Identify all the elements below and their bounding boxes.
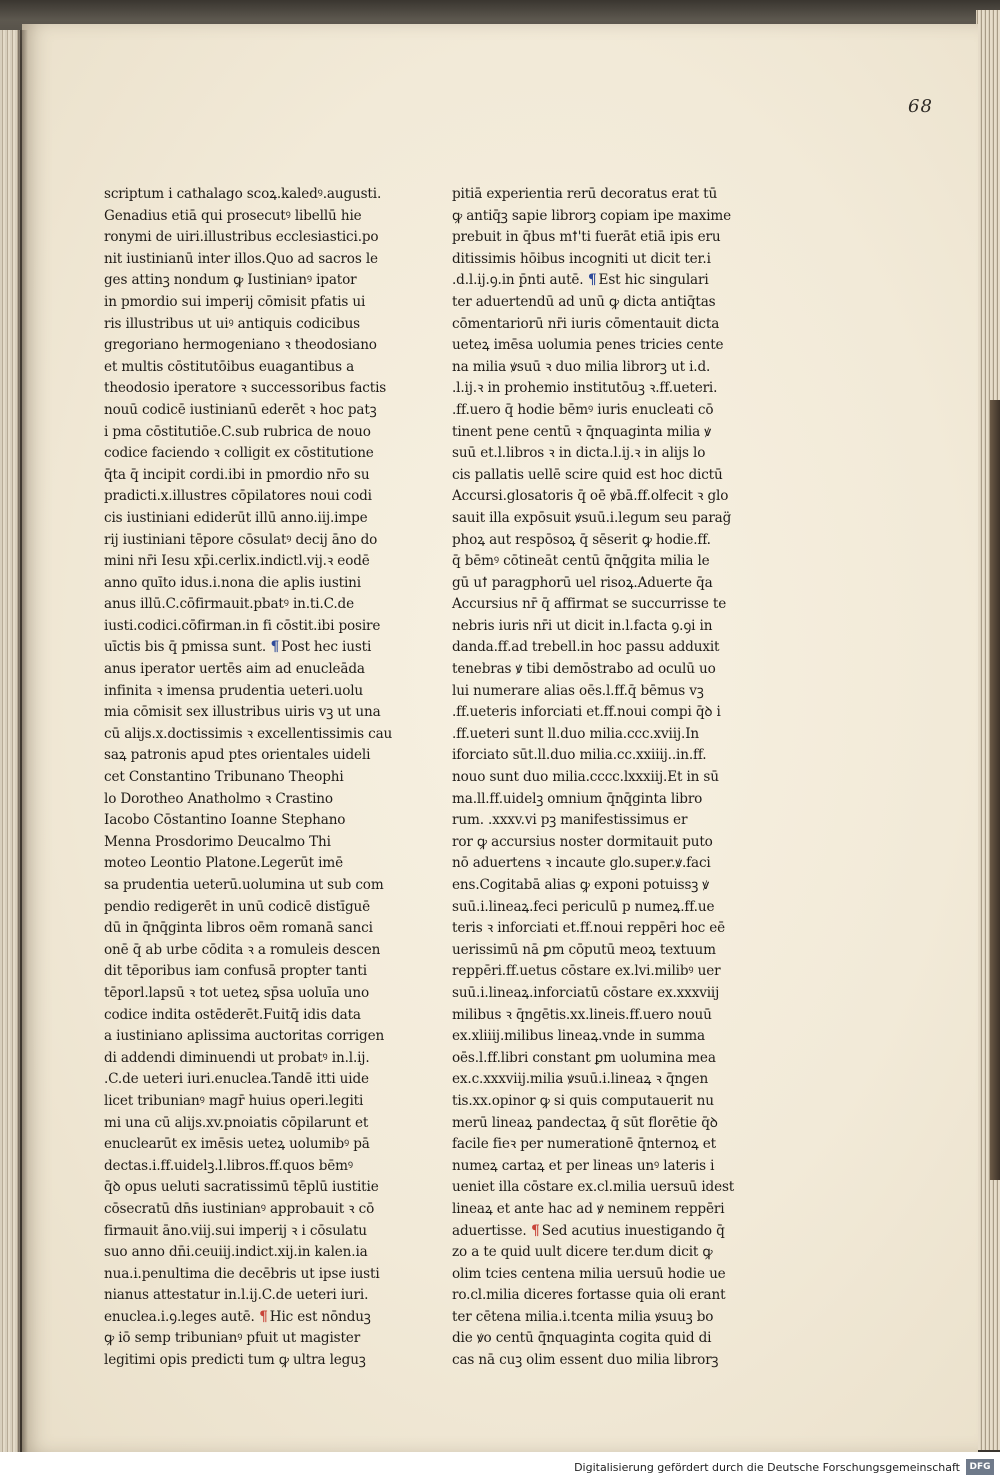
- paragraph-continuation: st hic singulari: [608, 272, 709, 289]
- line-text: infinita ꝛ imensa prudentia ueteri.uolu: [104, 682, 364, 699]
- paragraph-initial: P: [281, 639, 290, 656]
- text-line: [452, 1199, 725, 1221]
- line-text: ueniet illa cōstare ex.cl.milia uersuū idest: [452, 1179, 735, 1196]
- line-text: q̄ꝺ opus ueluti sacratissimū tēplū iustitie: [104, 1179, 379, 1196]
- text-line: [452, 1026, 714, 1048]
- text-line: [452, 681, 714, 703]
- line-text: tēporl.lapsū ꝛ tot ueteꝝ sp̄sa uoluīa uno: [104, 984, 370, 1001]
- text-line: [452, 206, 732, 228]
- text-line: [104, 400, 377, 422]
- line-text: di addendi diminuendi ut probatꝰ in.l.ij.: [104, 1049, 370, 1066]
- text-line: [104, 1264, 380, 1286]
- text-line: [104, 594, 366, 616]
- text-line: [452, 875, 714, 897]
- text-line: [452, 789, 714, 811]
- text-line: [452, 357, 714, 379]
- text-line: [452, 314, 720, 336]
- line-text: Menna Prosdorimo Deucalmo Thi: [104, 833, 331, 850]
- line-text: saꝝ patronis apud ptes orientales uideli: [104, 747, 371, 764]
- text-line: [452, 1113, 718, 1135]
- text-line: [104, 724, 393, 746]
- text-line: [104, 206, 366, 228]
- text-line: [452, 573, 714, 595]
- text-line: [104, 983, 370, 1005]
- text-line: [104, 184, 382, 206]
- line-text: iusti.codici.cōfirman.in fi cōstit.ibi posire: [104, 617, 381, 634]
- text-line: [452, 508, 732, 530]
- text-line: [104, 422, 371, 444]
- line-text: pendio redigerēt in unū codicē distīguē: [104, 898, 371, 915]
- text-line: [452, 1134, 714, 1156]
- text-line: [452, 594, 727, 616]
- text-line: [452, 530, 714, 552]
- text-line: [104, 1091, 366, 1113]
- text-line: [452, 810, 714, 832]
- text-line: [452, 378, 718, 400]
- text-line: [452, 918, 726, 940]
- text-line: [104, 832, 366, 854]
- line-text: ges attinꝫ nondum ꝙ Iustinianꝰ ipator: [104, 272, 357, 289]
- text-line: [452, 1350, 719, 1372]
- line-text: q̄ bēmꝰ cōtineāt centū q̄nq̄gita milia le: [452, 553, 710, 570]
- text-line: [104, 1026, 385, 1048]
- text-column-right: [452, 184, 735, 1372]
- line-text: rij iustiniani tēpore cōsulatꝰ decij āno do: [104, 531, 378, 548]
- text-column-left: [104, 184, 393, 1372]
- text-line: [104, 314, 366, 336]
- line-text: ro.cl.milia diceres fortasse quia oli erant: [452, 1287, 726, 1304]
- text-line: [452, 422, 714, 444]
- paragraph-mark-icon: ¶: [583, 272, 597, 289]
- line-text: ter cētena milia.i.tcenta milia ꝟsuuꝫ bo: [452, 1308, 714, 1325]
- text-line: [104, 1221, 366, 1243]
- paragraph-continuation: ic est nōnduꝫ: [281, 1308, 371, 1325]
- line-text: ens.Cogitabā alias ꝙ exponi potuissꝫ ꝟ: [452, 877, 709, 893]
- line-text: phoꝝ aut respōsoꝝ q̄ sēserit ꝙ hodie.ff.: [452, 531, 711, 548]
- line-text: ris illustribus ut uiꝰ antiquis codicibus: [104, 315, 360, 332]
- line-text: numeꝝ cartaꝝ et per lineas unꝰ lateris i: [452, 1157, 715, 1174]
- text-line: [452, 1091, 714, 1113]
- line-text: nebris iuris nr̄i ut dicit in.l.facta ꝯ.ꝯi in: [452, 617, 713, 634]
- line-text: ꝙ iō semp tribunianꝰ pfuit ut magister: [104, 1330, 361, 1347]
- text-line: [104, 1113, 369, 1135]
- line-text: et multis cōstitutōibus euagantibus a: [104, 358, 355, 375]
- line-text: theodosio iperatore ꝛ successoribus factis: [104, 380, 387, 397]
- line-text: nianus attestatur in.l.ij.C.de ueteri iuri.: [104, 1287, 369, 1304]
- text-line: [104, 659, 366, 681]
- line-text: cas nā cuꝫ olim essent duo milia librorꝫ: [452, 1352, 719, 1369]
- text-line: [452, 443, 714, 465]
- line-text: anus iperator uertēs aim ad enucleāda: [104, 661, 365, 678]
- line-text: uerissimū nā ꝑm cōputū meoꝝ textuum: [452, 941, 716, 958]
- line-text: anno quīto idus.i.nona die aplis iustini: [104, 574, 361, 591]
- line-text: dit tēporibus iam confusā propter tanti: [104, 963, 367, 980]
- text-line: [104, 1156, 366, 1178]
- line-text: reppēri.ff.uetus cōstare ex.lvi.milibꝰ uer: [452, 963, 721, 980]
- text-line: [104, 1177, 379, 1199]
- book-left-edge: [0, 30, 20, 1460]
- line-text: dectas.i.ff.uidelꝫ.l.libros.ff.quos bēmꝰ: [104, 1157, 353, 1174]
- line-text: .d.l.ij.ꝯ.in p̄nti autē.: [452, 272, 584, 289]
- line-text: zo a te quid uult dicere ter.dum dicit ꝙ: [452, 1244, 713, 1261]
- text-line: [104, 551, 370, 573]
- line-text: a iustiniano aplissima auctoritas corrigen: [104, 1028, 385, 1045]
- line-text: cōmentariorū nr̄i iuris cōmentauit dicta: [452, 315, 720, 332]
- line-text: cis iustiniani ediderūt illū anno.iij.impe: [104, 509, 368, 526]
- line-text: ꝙ antiq̄ꝫ sapie librorꝫ copiam ipe maxime: [452, 207, 732, 224]
- line-text: suo anno dn̄i.ceuiij.indict.xij.in kalen.ia: [104, 1244, 368, 1261]
- text-line: [452, 465, 723, 487]
- text-line: [104, 745, 371, 767]
- line-text: nō aduertens ꝛ incaute glo.super.ꝟ.faci: [452, 855, 711, 872]
- text-line: [452, 270, 714, 292]
- line-text: olim tcies centena milia uersuū hodie ue: [452, 1265, 726, 1282]
- text-line: [104, 789, 366, 811]
- text-line: [452, 1048, 714, 1070]
- line-text: merū lineaꝝ pandectaꝝ q̄ sūt florētie q̄ꝺ: [452, 1114, 718, 1131]
- text-line: [452, 1328, 714, 1350]
- text-line: [104, 1069, 369, 1091]
- line-text: gū uꝉ paragphorū uel risoꝝ.Aduerte q̄a: [452, 574, 713, 591]
- line-text: nua.i.penultima die decēbris ut ipse iusti: [104, 1265, 380, 1282]
- dfg-logo: DFG: [966, 1459, 994, 1475]
- line-text: iforciato sūt.ll.duo milia.cc.xxiiij..in.ff.: [452, 747, 707, 764]
- paragraph-mark-icon: ¶: [526, 1222, 540, 1239]
- text-line: [104, 702, 381, 724]
- line-text: ror ꝙ accursius noster dormitauit puto: [452, 833, 713, 850]
- text-line: [452, 1005, 714, 1027]
- text-line: [104, 810, 366, 832]
- line-text: oēs.l.ff.libri constant ꝑm uolumina mea: [452, 1049, 716, 1066]
- paragraph-continuation: ed acutius inuestigando q̄: [550, 1222, 725, 1239]
- line-text: cis pallatis uellē scire quid est hoc dictū: [452, 466, 723, 483]
- text-line: [452, 616, 714, 638]
- paragraph-continuation: ost hec iusti: [289, 639, 372, 656]
- text-line: [104, 1307, 371, 1329]
- text-line: [452, 659, 714, 681]
- line-text: pitiā experientia rerū decoratus erat tū: [452, 186, 718, 202]
- text-line: [452, 249, 714, 271]
- line-text: na milia ꝟsuū ꝛ duo milia librorꝫ ut i.d.: [452, 358, 711, 375]
- text-line: [452, 853, 714, 875]
- text-line: [452, 184, 718, 206]
- line-text: mia cōmisit sex illustribus uiris vꝫ ut una: [104, 704, 381, 721]
- line-text: mini nr̄i Iesu xp̄i.cerlix.indictl.vij.ꝛ eodē: [104, 553, 370, 570]
- line-text: .ff.ueteris inforciati et.ff.noui compi q̄ꝺ i: [452, 704, 721, 721]
- text-line: [104, 681, 366, 703]
- text-line: [104, 378, 387, 400]
- line-text: legitimi opis predicti tum ꝙ ultra leguꝫ: [104, 1352, 366, 1369]
- line-text: anus illū.C.cōfirmauit.pbatꝰ in.ti.C.de: [104, 596, 354, 613]
- text-line: [104, 1005, 366, 1027]
- line-text: gregoriano hermogeniano ꝛ theodosiano: [104, 337, 377, 354]
- text-line: [452, 702, 721, 724]
- paragraph-mark-icon: ¶: [266, 639, 280, 656]
- text-line: [104, 1199, 375, 1221]
- text-line: [104, 853, 366, 875]
- text-line: [452, 335, 724, 357]
- line-text: ex.xliiij.milibus lineaꝝ.vnde in summa: [452, 1028, 705, 1045]
- line-text: enuclea.i.ꝯ.leges autē.: [104, 1308, 255, 1325]
- text-line: [104, 1285, 369, 1307]
- text-line: [452, 551, 714, 573]
- text-line: [452, 961, 721, 983]
- text-line: [452, 832, 714, 854]
- text-line: [452, 292, 714, 314]
- text-line: [104, 292, 366, 314]
- paragraph-initial: S: [541, 1222, 551, 1239]
- line-text: cet Constantino Tribunano Theophi: [104, 769, 344, 786]
- line-text: suū.i.lineaꝝ.feci periculū p numeꝝ.ff.ue: [452, 898, 715, 915]
- text-line: [452, 940, 714, 962]
- text-line: [104, 1048, 370, 1070]
- line-text: teris ꝛ inforciati et.ff.noui reppēri hoc eē: [452, 920, 726, 937]
- line-text: codice indita ostēderēt.Fuitq̄ idis data: [104, 1006, 361, 1023]
- footer-credit: Digitalisierung gefördert durch die Deutsche Forschungsgemeinschaft: [574, 1461, 960, 1474]
- line-text: moteo Leontio Platone.Legerūt imē: [104, 855, 343, 872]
- text-line: [104, 508, 366, 530]
- text-line: [452, 400, 714, 422]
- text-line: [452, 724, 714, 746]
- gutter-shadow: [18, 30, 28, 1460]
- line-text: mi una cū alijs.xv.pnoiatis cōpilarunt et: [104, 1114, 369, 1131]
- line-text: facile fieꝛ per numerationē q̄nternoꝝ et: [452, 1136, 716, 1153]
- line-text: cōsecratū dn̄s iustinianꝰ approbauit ꝛ cō: [104, 1200, 375, 1217]
- book-page: [22, 24, 978, 1452]
- text-line: [452, 1221, 725, 1243]
- text-line: [104, 270, 366, 292]
- text-line: [104, 918, 373, 940]
- line-text: cū alijs.x.doctissimis ꝛ excellentissimis cau: [104, 725, 393, 742]
- line-text: q̄ta q̄ incipit cordi.ibi in pmordio nr̄o su: [104, 466, 370, 483]
- line-text: nouo sunt duo milia.cccc.lxxxiij.Et in sū: [452, 769, 719, 786]
- text-line: [452, 227, 721, 249]
- text-line: [104, 1134, 370, 1156]
- paragraph-mark-icon: ¶: [254, 1308, 268, 1325]
- text-line: [104, 897, 371, 919]
- line-text: suū.i.lineaꝝ.inforciatū cōstare ex.xxxviij: [452, 984, 720, 1001]
- text-line: [452, 767, 719, 789]
- line-text: lui numerare alias oēs.l.ff.q̄ bēmus vꝫ: [452, 682, 704, 699]
- line-text: .ff.ueteri sunt ll.duo milia.ccc.xviij.In: [452, 725, 700, 742]
- line-text: nouū codicē iustinianū ederēt ꝛ hoc patꝫ: [104, 401, 377, 418]
- line-text: aduertisse.: [452, 1222, 527, 1239]
- text-line: [452, 486, 729, 508]
- book-binding-shadow: [990, 400, 1000, 1180]
- text-line: [104, 357, 366, 379]
- line-text: dū in q̄nq̄ginta libros oēm romanā sanci: [104, 920, 373, 937]
- line-text: ronymi de uiri.illustribus ecclesiastici.po: [104, 229, 379, 246]
- line-text: tis.xx.opinor ꝙ si quis computauerit nu: [452, 1092, 714, 1109]
- text-line: [452, 1242, 714, 1264]
- text-line: [452, 1177, 735, 1199]
- text-line: [104, 1350, 366, 1372]
- line-text: uīctis bis q̄ pmissa sunt.: [104, 639, 267, 656]
- text-line: [104, 1242, 366, 1264]
- text-line: [104, 1328, 366, 1350]
- line-text: lo Dorotheo Anatholmo ꝛ Crastino: [104, 790, 333, 807]
- text-line: [104, 940, 381, 962]
- line-text: .l.ij.ꝛ in prohemio institutōuꝫ ꝛ.ff.ueteri.: [452, 380, 718, 397]
- line-text: codice faciendo ꝛ colligit ex cōstitutione: [104, 445, 374, 462]
- line-text: Genadius etiā qui prosecutꝰ libellū hie: [104, 207, 362, 224]
- line-text: milibus ꝛ q̄ngētis.xx.lineis.ff.uero nouū: [452, 1006, 712, 1023]
- line-text: onē q̄ ab urbe cōdita ꝛ a romuleis descen: [104, 941, 381, 958]
- text-line: [104, 573, 366, 595]
- text-line: [452, 1264, 726, 1286]
- text-line: [452, 897, 714, 919]
- text-line: [452, 1069, 714, 1091]
- line-text: Accursi.glosatoris q̄ oē ꝟbā.ff.olfecit ꝛ glo: [452, 488, 729, 505]
- line-text: prebuit in q̄bus mꝉ'ti fuerāt etiā ipis eru: [452, 229, 721, 246]
- line-text: nit iustinianū inter illos.Quo ad sacros le: [104, 250, 378, 267]
- line-text: i pma cōstitutiōe.C.sub rubrica de nouo: [104, 423, 371, 440]
- text-line: [104, 486, 372, 508]
- text-line: [452, 637, 720, 659]
- text-line: [452, 1156, 714, 1178]
- text-line: [104, 767, 366, 789]
- text-line: [104, 227, 379, 249]
- text-line: [104, 616, 381, 638]
- line-text: ter aduertendū ad unū ꝙ dicta antiq̄tas: [452, 293, 716, 310]
- text-line: [452, 983, 720, 1005]
- line-text: .ff.uero q̄ hodie bēmꝰ iuris enucleati cō: [452, 401, 714, 418]
- text-line: [104, 875, 384, 897]
- line-text: sa prudentia ueterū.uolumina ut sub com: [104, 877, 384, 893]
- line-text: suū et.l.libros ꝛ in dicta.l.ij.ꝛ in alijs lo: [452, 445, 706, 462]
- line-text: lineaꝝ et ante hac ad ꝟ neminem reppēri: [452, 1200, 725, 1217]
- paragraph-initial: H: [269, 1308, 282, 1325]
- line-text: ma.ll.ff.uidelꝫ omnium q̄nq̄ginta libro: [452, 790, 703, 807]
- line-text: Accursius nr̄ q̄ affirmat se succurrisse te: [452, 596, 727, 613]
- line-text: ex.c.xxxviij.milia ꝟsuū.i.lineaꝝ ꝛ q̄ngen: [452, 1071, 709, 1088]
- line-text: licet tribunianꝰ magr̄ huius operi.legiti: [104, 1092, 364, 1109]
- line-text: enuclearūt ex imēsis ueteꝝ uolumibꝰ pā: [104, 1136, 370, 1153]
- text-line: [104, 335, 377, 357]
- line-text: Iacobo Cōstantino Ioanne Stephano: [104, 812, 346, 829]
- folio-number: 68: [908, 96, 933, 117]
- text-line: [452, 1285, 726, 1307]
- paragraph-initial: E: [598, 272, 609, 289]
- text-line: [452, 745, 714, 767]
- text-line: [104, 465, 370, 487]
- text-line: [104, 249, 378, 271]
- text-line: [104, 530, 378, 552]
- line-text: pradicti.x.illustres cōpilatores noui codi: [104, 488, 372, 505]
- line-text: firmauit āno.viij.sui imperij ꝛ i cōsulatu: [104, 1222, 367, 1239]
- line-text: danda.ff.ad trebell.in hoc passu adduxit: [452, 639, 720, 656]
- text-line: [104, 443, 374, 465]
- line-text: scriptum i cathalago scoꝝ.kaledꝰ.augusti.: [104, 186, 382, 202]
- line-text: tinent pene centū ꝛ q̄nquaginta milia ꝟ: [452, 423, 711, 440]
- line-text: die ꝟo centū q̄nquaginta cogita quid di: [452, 1330, 712, 1347]
- text-line: [452, 1307, 714, 1329]
- line-text: .C.de ueteri iuri.enuclea.Tandē itti uide: [104, 1071, 369, 1088]
- text-line: [104, 961, 366, 983]
- line-text: sauit illa expōsuit ꝟsuū.i.legum seu parag̈: [452, 509, 732, 526]
- line-text: tenebras ꝟ tibi demōstrabo ad oculū uo: [452, 661, 716, 678]
- line-text: ueteꝝ imēsa uolumia penes tricies cente: [452, 337, 724, 354]
- text-line: [104, 637, 372, 659]
- line-text: rum. .xxxv.vi̇ pꝫ manifestissimus er: [452, 812, 688, 829]
- line-text: ditissimis hōibus incogniti ut dicit ter.i: [452, 250, 711, 267]
- line-text: in pmordio sui imperij cōmisit pfatis ui: [104, 293, 366, 310]
